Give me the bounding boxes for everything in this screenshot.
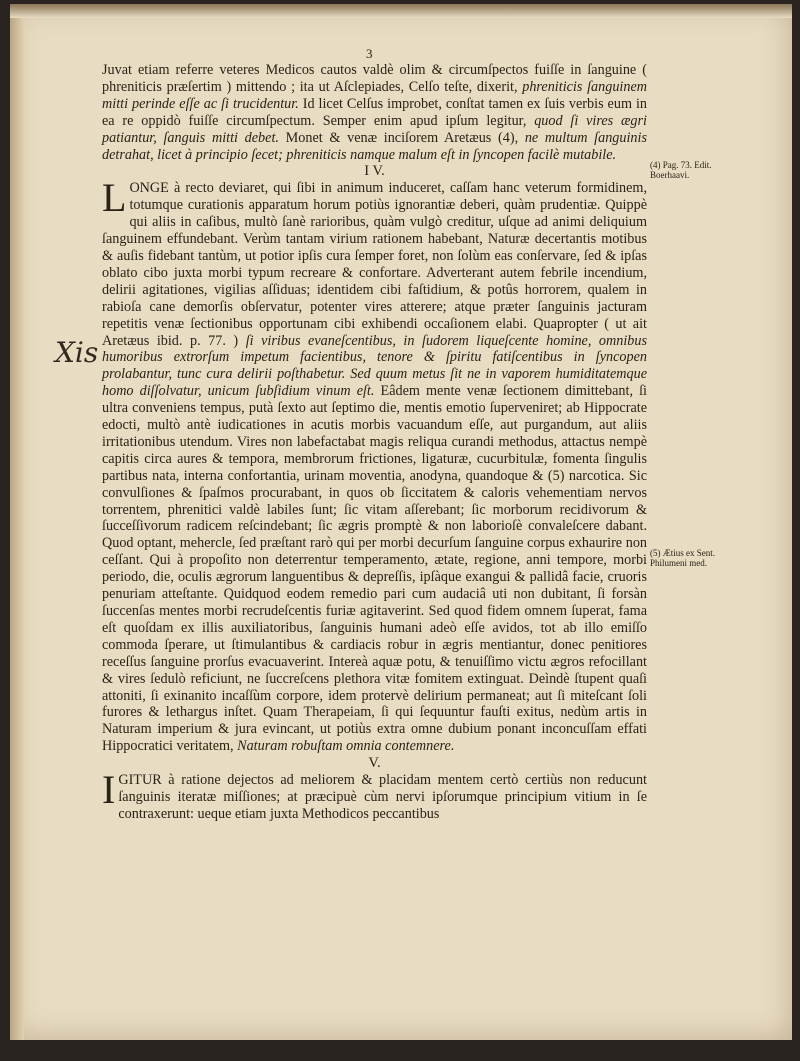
text-run: ONGE à recto deviaret, qui ſibi in animum induceret, caſſam hanc veterum formidinem, totumque curationis apparatum horum potiùs ignorantiæ deberi, quàm prudentiæ. Quippè qui aliis in caſibus, multò ſanè rarioribus, quàm vulgò creditur, uſque ad animi deliquium ſanguinem effundebant. Verùm tantam virium rationem habebant, Naturæ decertantis motibus & auſis fidebant tantùm, ut potior ipſis cura ſemper foret, non ſolùm eas conſervare, ſed & ipſas oblato cibo juxta morbi typum recreare & confortare. Adverterant autem febrile incendium, delirii agitationes, vigilias aſſiduas; identidem cibi faſtidium, & potûs horrorem, qualem in rabioſa cane demorſis obſervatur, potenter vires atterere; atque præter ſanguinis jacturam repetitis venæ ſectionibus opportunam cibi exhibendi occaſionem elabi. Quapropter ( ut ait Aretæus ibid. p. 77. ) [102,180,647,349]
text-run: Id licet Celſus improbet, conſtat tamen ex ſuis verbis eum in ea re oppidò fuiſſe circumſpectum. Semper enim apud ipſum legitur, [102,95,647,129]
sidenote-4: (4) Pag. 73. Edit. Boerhaavi. [650,160,712,180]
paragraph-intro [102,62,647,163]
text-run: Juvat etiam referre veteres Medicos cautos valdè olim & circumſpectos fuiſſe in ſanguine ( phreniticis præſertim ) mittendo ; ita ut Aſclepiades, Celſo teſte, dixerit, [102,62,647,95]
page-gutter [10,4,24,1040]
text-run-italic: phreniticis ſanguinem mitti perinde eſſe ac ſi trucidentur. [102,78,647,112]
text-run-italic: ne multum ſanguinis detrahat, licet à principio ſecet; phreniticis namque malum eſt in ſyncopen facilè mutabile. [102,129,647,163]
page-top-edge [10,4,792,18]
paragraph-section-v [102,767,647,823]
drop-cap-i: I [102,767,116,813]
text-run-italic: ſi viribus evaneſcentibus, in ſudorem liqueſcente homine, omnibus humoribus extrorſum impetum facientibus, tenore & ſpiritu fatiſcentibus in ſyncopen prolabantur, tunc cura delirii poſthabetur. Sed quum metus ſit ne in vaporem humiditatemque homo diſſolvatur, unicum ſubſidium vinum eſt. [102,332,647,400]
text-run: Eâdem mente venæ ſectionem dimittebant, ſi ultra conveniens tempus, putà ſexto aut ſeptimo die, mentis emotio ſuperveniret; ab Hippocrate edocti, multò antè iudicationes in acutis morbis vacuandum eſſe, aut purgandum, aut aliis irritationibus utendum. Vires non labefactabat magis reliqua curandi methodus, attactus nempè capitis circa aures & tempora, membrorum frictiones, ligaturæ, cucurbitulæ, fomenta ſingulis partibus nata, interna confortantia, urinam moventia, anodyna, quandoque & (5) narcotica. Sic convulſiones & ſpaſmos procurabant, in quos ob ſiccitatem & caloris vehementiam nervos torrentem, phrenitici valdè labiles ſunt; ſic vitam aſſerebant; ſic morborum recidivorum & ſucceſſivorum radicem reſcindebant; ſic ægris promptè & non laborioſè convaleſcere dabant. Quod optant, mehercle, ſed præſtant rarò qui per morbi decurſum ſanguine corpus exhaurire non ceſſant. Qui à propoſito non deterrentur temperamento, ætate, regione, anni tempore, morbi periodo, die, oculis ægrorum languentibus & depreſſis, ipſàque exangui & pallidâ facie, cruoris penuriam atteſtante. Quidquod eodem remedio pari cum audaciâ uti non dubitant, ſi forsàn ſuccenſas mentes morbi recrudeſcentis furiæ agitaverint. Sed quod fidem omnem ſuperat, fama eſt quoſdam ex illis auxiliatoribus, ſanguinis humani adeò eſſe avidos, tot ab illo emiſſo commoda ſperare, ut ſtimulantibus & cardiacis robur in ægris mentiantur, donec penitiores receſſus ſanguine prorſus evacuaverint. Intereà aquæ potu, & tenuiſſimo victu ægros refocillant & vires ſedulò reficiunt, ne ſuccreſcens plethora vitæ fomitem extinguat. Deìndè ſtupent quaſi attoniti, ſi exinanito incaſſùm corpore, idem protervè delirium permaneat; aut ſi miteſcant ſoli furores & lethargus inſtet. Quam Therapeiam, ſi qui ſequuntur fauſti exitus, nedùm artis in Naturam imperium & jura evincant, ut potiùs extra omne dubium ponant inconcuſſam effati Hippocratici veritatem, [102,383,647,755]
paragraph-section-iv [102,175,647,755]
main-text [102,62,647,823]
text-run-italic: quod ſi vires ægri patiantur, ſanguis mitti debet. [102,112,647,146]
sidenote-5: (5) Ætius ex Sent. Philumeni med. [650,548,715,568]
handwritten-margin-note: Xis [55,336,99,369]
text-run-italic: Naturam robuſtam omnia contemnere. [237,738,455,755]
page-number: 3 [366,46,373,61]
text-run: Monet & venæ inciſorem Aretæus (4), [278,129,525,146]
section-heading-iv: I V. [364,163,385,180]
text-run: GITUR à ratione dejectos ad meliorem & placidam mentem certò certiùs non reducunt ſanguinis iteratæ miſſiones; at præcipuè cùm nervi ipſorumque principium vitium in ſe contraxerunt: ueque etiam juxta Methodicos peccantibus [118,772,647,822]
drop-cap-l: L [102,175,127,221]
section-heading-v: V. [368,755,381,772]
